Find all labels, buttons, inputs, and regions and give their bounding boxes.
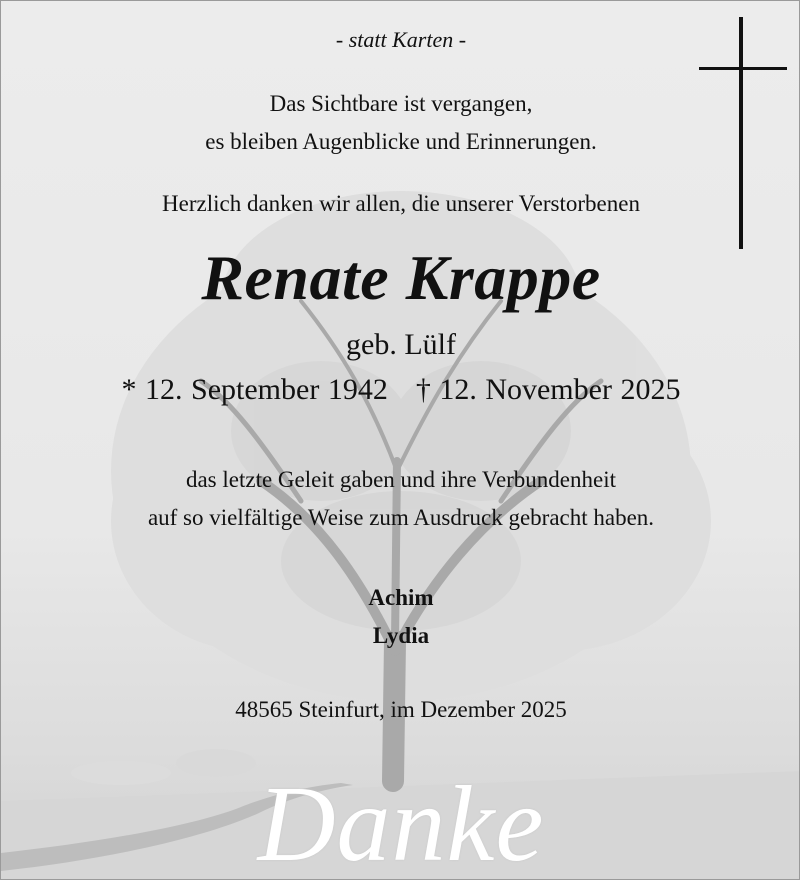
closing-text bbox=[1, 461, 800, 537]
closing-line: auf so vielfältige Weise zum Ausdruck gebracht haben. bbox=[147, 505, 655, 530]
closing-line: das letzte Geleit gaben und ihre Verbundenheit bbox=[185, 467, 617, 492]
verse-line: es bleiben Augenblicke und Erinnerungen. bbox=[205, 129, 597, 154]
born-name: geb. Lülf bbox=[346, 328, 456, 361]
birth-date: * 12. September 1942 bbox=[121, 373, 388, 406]
life-dates bbox=[1, 373, 800, 407]
signers bbox=[1, 579, 800, 655]
place-date: 48565 Steinfurt, im Dezember 2025 bbox=[235, 697, 567, 722]
verse-line: Das Sichtbare ist vergangen, bbox=[269, 91, 533, 116]
deceased-name: Renate Krappe bbox=[201, 242, 601, 313]
death-date: † 12. November 2025 bbox=[415, 373, 681, 406]
thanks-line: Herzlich danken wir allen, die unserer Verstorbenen bbox=[162, 191, 640, 216]
verse bbox=[1, 85, 800, 161]
signer: Achim bbox=[368, 585, 434, 610]
danke-watermark: Danke bbox=[257, 765, 545, 880]
header-statt-karten: - statt Karten - bbox=[335, 27, 467, 52]
signer: Lydia bbox=[372, 623, 430, 648]
latin-cross-icon bbox=[699, 17, 787, 249]
